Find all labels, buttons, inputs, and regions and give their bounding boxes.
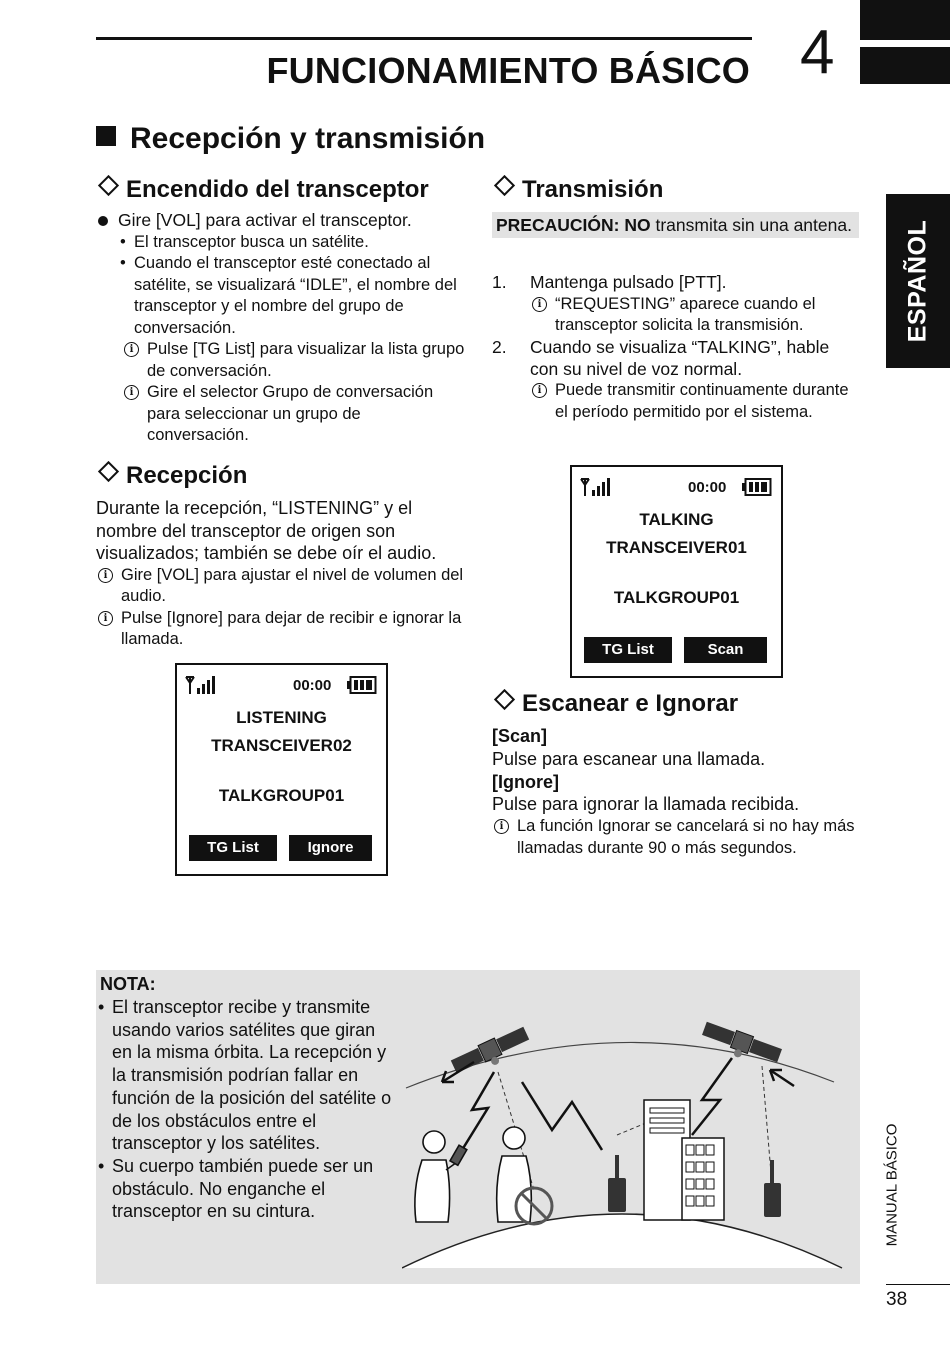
signal-bolt-icon (522, 1082, 602, 1150)
chapter-tab-bar-top (860, 0, 950, 40)
person-blocked-icon (497, 1127, 552, 1224)
satellite-right-icon (699, 1020, 783, 1071)
subsection-recepcion-title: Recepción (96, 462, 247, 490)
caution-box: PRECAUCIÓN: NO transmita sin una antena. (492, 212, 859, 238)
transmision-steps (492, 272, 862, 423)
radio-icon (608, 1155, 626, 1212)
radio-icon (764, 1160, 781, 1217)
scan-label: [Scan] (492, 726, 548, 746)
signal-icon (580, 477, 612, 497)
display-transceiver: TRANSCEIVER02 (211, 736, 352, 755)
signal-bolt-icon (462, 1072, 494, 1150)
info-note: i Pulse [Ignore] para dejar de recibir e ignorar la llamada. (96, 608, 466, 651)
chapter-tab-bar-bottom (860, 47, 950, 84)
tg-list-button[interactable]: TG List (584, 637, 672, 663)
diamond-icon (98, 175, 119, 196)
note-box (96, 970, 860, 1284)
recepcion-body: Durante la recepción, “LISTENING” y el nombre del transceptor de origen son visualizados; también se debe oír el audio. (96, 498, 437, 563)
info-icon: i (494, 819, 509, 834)
ignore-text: Pulse para ignorar la llamada recibida. (492, 794, 800, 815)
recepcion-content (96, 497, 466, 651)
time-readout: 00:00 (688, 479, 727, 496)
info-note: i Puede transmitir continuamente durante el período permitido por el sistema. (530, 380, 862, 423)
diamond-icon (98, 461, 119, 482)
display-talkgroup: TALKGROUP01 (218, 786, 345, 805)
signal-bolt-icon (692, 1058, 732, 1135)
lcd-display-listening (175, 663, 388, 876)
ignore-label: [Ignore] (492, 771, 559, 792)
manual-label: MANUAL BÁSICO (883, 1123, 901, 1247)
dot-item: • Cuando el transceptor esté conectado al satélite, se visualizará “IDLE”, el nombre del transceptor y el nombre del grupo de conversación. (120, 253, 466, 339)
info-icon: i (98, 568, 113, 583)
info-note: i Gire el selector Grupo de conversación para seleccionar un grupo de conversación. (122, 382, 466, 447)
info-icon: i (124, 342, 139, 357)
subsection-encendido-title: Encendido del transceptor (96, 176, 429, 204)
page-number: 38 (886, 1289, 908, 1310)
battery-icon (742, 478, 772, 496)
info-note: i La función Ignorar se cancelará si no hay más llamadas durante 90 o más segundos. (492, 816, 862, 859)
info-icon: i (532, 383, 547, 398)
step-item: 2. Cuando se visualiza “TALKING”, hable con su nivel de voz normal. (492, 336, 830, 379)
header-rule (96, 37, 752, 40)
info-icon: i (532, 297, 547, 312)
signal-icon (185, 675, 217, 695)
diamond-icon (494, 175, 515, 196)
info-note: i Gire [VOL] para ajustar el nivel de volumen del audio. (96, 565, 466, 608)
bullet-item: Gire [VOL] para activar el transceptor. (96, 210, 466, 232)
diamond-icon (494, 689, 515, 710)
step-item: 1. Mantenga pulsado [PTT]. (492, 272, 727, 292)
encendido-content (96, 210, 466, 447)
tg-list-button[interactable]: TG List (189, 835, 277, 861)
escanear-content (492, 725, 862, 859)
satellite-illustration (402, 1010, 847, 1278)
page-number-rule (886, 1284, 950, 1285)
display-status: LISTENING (236, 708, 327, 727)
ignore-button[interactable]: Ignore (289, 835, 372, 861)
square-icon (96, 126, 116, 146)
section-title: Recepción y transmisión (96, 122, 485, 156)
ground-arc (402, 1214, 842, 1268)
subsection-escanear-title: Escanear e Ignorar (492, 690, 738, 718)
info-icon: i (98, 611, 113, 626)
note-item: • El transceptor recibe y transmite usando varios satélites que giran en la misma órbita. La recepción y la transmisión podrían fallar en función de la posición del satélite o de los obstáculos entre el transceptor y los satélites. (98, 997, 392, 1154)
display-status: TALKING (639, 510, 714, 529)
battery-icon (347, 676, 377, 694)
lcd-display-talking (570, 465, 783, 678)
language-tab: ESPAÑOL (886, 194, 950, 368)
time-readout: 00:00 (293, 677, 332, 694)
chapter-number: 4 (800, 18, 835, 87)
subsection-transmision-title: Transmisión (492, 176, 663, 204)
note-item: • Su cuerpo también puede ser un obstáculo. No enganche el transceptor en su cintura. (98, 1155, 374, 1222)
person-icon (415, 1131, 467, 1222)
building-icon (644, 1100, 724, 1220)
note-list (98, 996, 394, 1223)
info-note: i “REQUESTING” aparece cuando el transceptor solicita la transmisión. (530, 294, 862, 337)
info-note: i Pulse [TG List] para visualizar la lista grupo de conversación. (122, 339, 466, 382)
scan-button[interactable]: Scan (684, 637, 767, 663)
display-transceiver: TRANSCEIVER01 (606, 538, 747, 557)
info-icon: i (124, 385, 139, 400)
scan-text: Pulse para escanear una llamada. (492, 748, 766, 769)
note-label: NOTA: (100, 974, 156, 994)
chapter-title: FUNCIONAMIENTO BÁSICO (266, 50, 750, 91)
dot-item: • El transceptor busca un satélite. (120, 232, 466, 254)
display-talkgroup: TALKGROUP01 (613, 588, 740, 607)
